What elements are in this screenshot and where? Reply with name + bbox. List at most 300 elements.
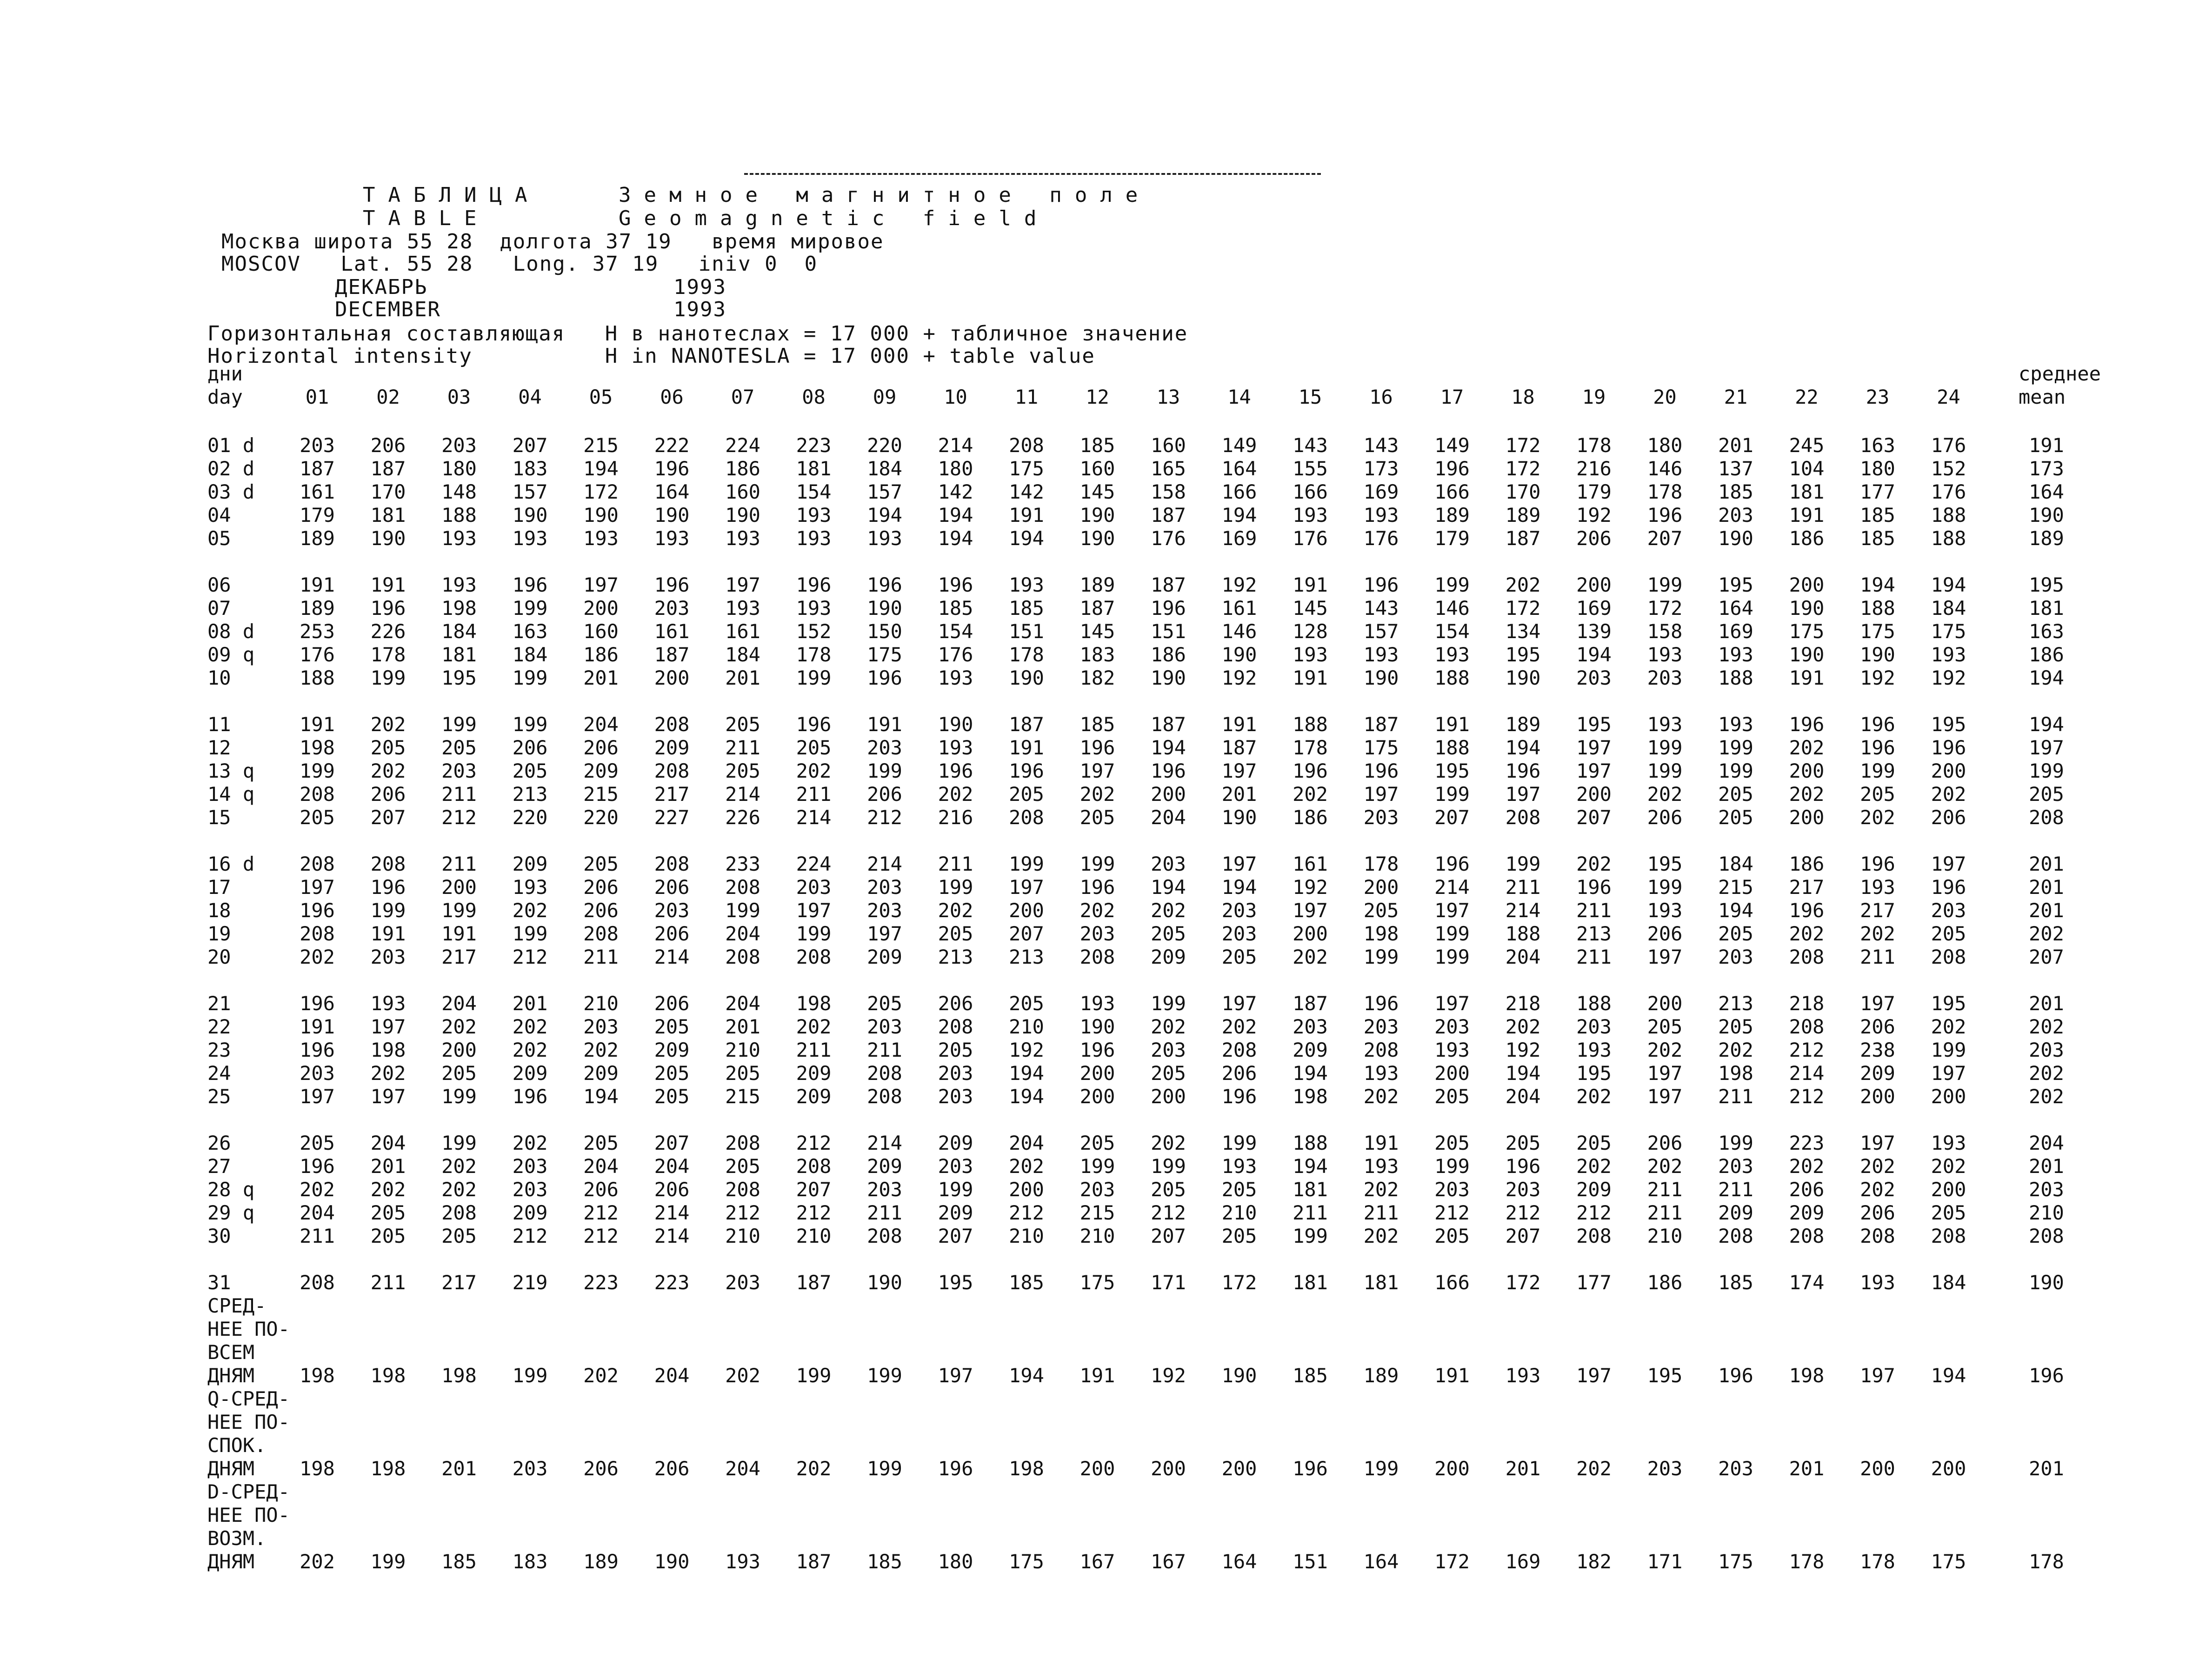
summary-value: 193 [1505,1364,1541,1387]
summary-value: 198 [370,1364,406,1387]
hourly-value: 202 [512,1132,548,1154]
hour-header: 05 [589,386,613,408]
hourly-value: 200 [1576,573,1612,596]
hourly-value: 172 [1505,457,1541,480]
day-label: 23 [207,1039,231,1061]
hourly-value: 200 [1789,573,1825,596]
day-label: 10 [207,666,231,689]
hour-header: 17 [1440,386,1464,408]
hourly-value: 178 [1363,853,1399,875]
day-label: 04 [207,504,231,526]
summary-label: D-СРЕД- [207,1480,290,1503]
hourly-value: 200 [1789,760,1825,782]
summary-value: 185 [441,1550,477,1573]
component-ru: Горизонтальная составляющая H в нанотеслах = 17 000 + табличное значение [207,322,1188,346]
hourly-value: 181 [1363,1271,1399,1294]
hourly-value: 199 [1079,853,1115,875]
hourly-value: 196 [1576,876,1612,899]
hourly-value: 203 [654,597,690,620]
hourly-value: 195 [938,1271,973,1294]
daily-mean: 205 [2029,783,2064,806]
daily-mean: 164 [2029,480,2064,503]
hourly-value: 208 [370,853,406,875]
hourly-value: 207 [1151,1225,1186,1247]
hourly-value: 155 [1293,457,1328,480]
hourly-value: 203 [1221,899,1257,922]
hourly-value: 194 [1718,899,1753,922]
hourly-value: 205 [1576,1132,1612,1154]
hourly-value: 205 [1434,1132,1470,1154]
hourly-value: 188 [1576,992,1612,1015]
hourly-value: 208 [725,946,760,968]
summary-value: 203 [1647,1457,1683,1480]
hourly-value: 182 [1079,666,1115,689]
summary-value: 199 [1363,1457,1399,1480]
hourly-value: 172 [1505,597,1541,620]
hourly-value: 196 [1151,760,1186,782]
hourly-value: 205 [1931,1201,1966,1224]
title-ru-text: Земное магнитное поле [619,183,1151,207]
hourly-value: 199 [1151,992,1186,1015]
daily-mean: 181 [2029,597,2064,620]
hourly-value: 211 [938,853,973,875]
hourly-value: 191 [1789,666,1825,689]
hourly-value: 211 [796,1039,832,1061]
hourly-value: 199 [441,899,477,922]
hourly-value: 203 [867,1015,902,1038]
hourly-value: 188 [1718,666,1753,689]
hourly-value: 196 [512,573,548,596]
hourly-value: 202 [512,899,548,922]
hourly-value: 160 [1079,457,1115,480]
hourly-value: 187 [654,643,690,666]
hourly-value: 208 [1789,1225,1825,1247]
hourly-value: 188 [1860,597,1895,620]
hourly-value: 207 [1505,1225,1541,1247]
day-label: 15 [207,806,231,829]
hourly-value: 192 [1221,573,1257,596]
hourly-value: 203 [1221,922,1257,945]
hourly-value: 220 [867,434,902,457]
hourly-value: 211 [1718,1178,1753,1201]
hourly-value: 194 [938,527,973,550]
hourly-value: 212 [583,1201,619,1224]
hourly-value: 205 [1151,1062,1186,1085]
hourly-value: 187 [1151,504,1186,526]
hourly-value: 196 [1363,573,1399,596]
hourly-value: 210 [583,992,619,1015]
hourly-value: 186 [1151,643,1186,666]
hourly-value: 185 [1009,597,1044,620]
hourly-value: 172 [1505,434,1541,457]
hourly-value: 204 [583,1155,619,1178]
hourly-value: 191 [1009,736,1044,759]
hourly-value: 164 [1221,457,1257,480]
day-label: 21 [207,992,231,1015]
hourly-value: 211 [1363,1201,1399,1224]
summary-value: 197 [938,1364,973,1387]
hourly-value: 176 [300,643,335,666]
hourly-value: 200 [654,666,690,689]
hourly-value: 184 [512,643,548,666]
summary-value: 198 [1789,1364,1825,1387]
hourly-value: 205 [441,1225,477,1247]
hourly-value: 203 [654,899,690,922]
hourly-value: 217 [441,946,477,968]
month-en: DECEMBER [335,298,441,321]
hourly-value: 214 [938,434,973,457]
hourly-value: 196 [867,666,902,689]
hourly-value: 192 [1505,1039,1541,1061]
hourly-value: 215 [583,434,619,457]
hourly-value: 196 [300,992,335,1015]
mean-header-ru: среднее [2019,362,2101,385]
day-label: 26 [207,1132,231,1154]
hourly-value: 196 [300,899,335,922]
hourly-value: 202 [1860,806,1895,829]
hourly-value: 202 [796,1015,832,1038]
hourly-value: 206 [1931,806,1966,829]
hourly-value: 196 [370,876,406,899]
daily-mean: 190 [2029,1271,2064,1294]
day-label: 31 [207,1271,231,1294]
hourly-value: 212 [725,1201,760,1224]
hourly-value: 199 [1718,760,1753,782]
hourly-value: 205 [1221,1178,1257,1201]
hourly-value: 203 [1576,666,1612,689]
hourly-value: 206 [583,736,619,759]
hourly-value: 209 [1151,946,1186,968]
hourly-value: 186 [1789,527,1825,550]
hourly-value: 161 [654,620,690,643]
hourly-value: 202 [1576,853,1612,875]
hourly-value: 197 [1505,783,1541,806]
hourly-value: 193 [796,527,832,550]
summary-value: 178 [1860,1550,1895,1573]
daily-mean: 203 [2029,1178,2064,1201]
hourly-value: 181 [1293,1271,1328,1294]
summary-value: 201 [1789,1457,1825,1480]
hourly-value: 199 [512,597,548,620]
hourly-value: 199 [938,1178,973,1201]
hour-header: 01 [305,386,329,408]
hourly-value: 206 [1860,1201,1895,1224]
hourly-value: 188 [1293,713,1328,736]
hourly-value: 202 [300,946,335,968]
hourly-value: 205 [1718,806,1753,829]
hourly-value: 193 [441,527,477,550]
daily-mean: 201 [2029,1155,2064,1178]
hourly-value: 166 [1434,1271,1470,1294]
hourly-value: 195 [441,666,477,689]
hourly-value: 193 [1221,1155,1257,1178]
summary-label: ДНЯМ [207,1364,255,1387]
hourly-value: 190 [1151,666,1186,689]
hourly-value: 208 [1079,946,1115,968]
hourly-value: 190 [1363,666,1399,689]
hourly-value: 187 [300,457,335,480]
summary-label: Q-СРЕД- [207,1387,290,1410]
hourly-value: 203 [441,434,477,457]
hourly-value: 193 [1860,876,1895,899]
summary-value: 195 [1647,1364,1683,1387]
summary-value: 182 [1576,1550,1612,1573]
hourly-value: 152 [796,620,832,643]
hourly-value: 203 [867,899,902,922]
hourly-value: 205 [725,1062,760,1085]
hourly-value: 209 [867,1155,902,1178]
hourly-value: 196 [1860,853,1895,875]
hourly-value: 178 [1576,434,1612,457]
hourly-value: 190 [512,504,548,526]
hour-header: 09 [873,386,897,408]
hourly-value: 197 [300,1085,335,1108]
hourly-value: 212 [1009,1201,1044,1224]
hourly-value: 204 [441,992,477,1015]
hourly-value: 149 [1221,434,1257,457]
hourly-value: 193 [1647,643,1683,666]
hourly-value: 199 [1931,1039,1966,1061]
hourly-value: 199 [370,899,406,922]
hourly-value: 206 [1221,1062,1257,1085]
hour-header: 04 [518,386,542,408]
hourly-value: 209 [1293,1039,1328,1061]
hourly-value: 176 [1293,527,1328,550]
hourly-value: 181 [441,643,477,666]
hourly-value: 169 [1363,480,1399,503]
hourly-value: 190 [1789,597,1825,620]
hourly-value: 193 [370,992,406,1015]
hourly-value: 203 [370,946,406,968]
hourly-value: 188 [1293,1132,1328,1154]
hourly-value: 201 [725,666,760,689]
hourly-value: 179 [1576,480,1612,503]
summary-value: 199 [867,1364,902,1387]
summary-value: 199 [796,1364,832,1387]
hourly-value: 202 [1647,1039,1683,1061]
hourly-value: 191 [1221,713,1257,736]
hourly-value: 186 [1647,1271,1683,1294]
summary-value: 203 [1718,1457,1753,1480]
hourly-value: 172 [1221,1271,1257,1294]
hourly-value: 175 [1789,620,1825,643]
hourly-value: 207 [1647,527,1683,550]
hourly-value: 219 [512,1271,548,1294]
hourly-value: 192 [1293,876,1328,899]
hourly-value: 163 [1860,434,1895,457]
hourly-value: 206 [1647,922,1683,945]
hourly-value: 209 [796,1085,832,1108]
hourly-value: 195 [1434,760,1470,782]
hourly-value: 180 [938,457,973,480]
hourly-value: 207 [654,1132,690,1154]
hourly-value: 205 [370,1225,406,1247]
hourly-value: 193 [1931,643,1966,666]
hourly-value: 188 [1931,527,1966,550]
hourly-value: 204 [1009,1132,1044,1154]
hourly-value: 202 [300,1178,335,1201]
hourly-value: 210 [725,1039,760,1061]
hourly-value: 212 [512,946,548,968]
hourly-value: 193 [1718,643,1753,666]
hourly-value: 199 [725,899,760,922]
day-label: 03 d [207,480,255,503]
hourly-value: 205 [1221,1225,1257,1247]
day-header-ru: дни [207,362,243,385]
hourly-value: 208 [1860,1225,1895,1247]
hourly-value: 203 [1151,1039,1186,1061]
hourly-value: 193 [1079,992,1115,1015]
summary-value: 185 [1293,1364,1328,1387]
hourly-value: 194 [1860,573,1895,596]
hourly-value: 196 [1363,992,1399,1015]
daily-mean: 189 [2029,527,2064,550]
hourly-value: 206 [583,876,619,899]
hourly-value: 193 [1434,643,1470,666]
hourly-value: 198 [1293,1085,1328,1108]
hourly-value: 212 [1434,1201,1470,1224]
hourly-value: 213 [512,783,548,806]
hourly-value: 196 [1789,713,1825,736]
hourly-value: 193 [1576,1039,1612,1061]
hourly-value: 223 [796,434,832,457]
hourly-value: 193 [1647,899,1683,922]
hourly-value: 200 [583,597,619,620]
summary-value: 191 [1434,1364,1470,1387]
hourly-value: 197 [1434,899,1470,922]
hourly-value: 196 [796,573,832,596]
summary-value: 206 [654,1457,690,1480]
hourly-value: 193 [867,527,902,550]
title-en-text: Geomagnetic field [619,207,1050,230]
hourly-value: 190 [1860,643,1895,666]
hourly-value: 201 [583,666,619,689]
hourly-value: 213 [1576,922,1612,945]
hourly-value: 199 [1647,573,1683,596]
hourly-value: 189 [300,527,335,550]
hourly-value: 202 [1789,1155,1825,1178]
hourly-value: 223 [654,1271,690,1294]
summary-mean: 196 [2029,1364,2064,1387]
hourly-value: 180 [1647,434,1683,457]
hourly-value: 200 [1576,783,1612,806]
hourly-value: 191 [370,922,406,945]
hourly-value: 191 [300,713,335,736]
hourly-value: 197 [1647,1062,1683,1085]
hourly-value: 211 [370,1271,406,1294]
hourly-value: 193 [796,597,832,620]
daily-mean: 197 [2029,736,2064,759]
hourly-value: 209 [1789,1201,1825,1224]
hourly-value: 206 [654,992,690,1015]
hourly-value: 184 [441,620,477,643]
hourly-value: 146 [1647,457,1683,480]
summary-label: ДНЯМ [207,1457,255,1480]
hourly-value: 202 [1221,1015,1257,1038]
hourly-value: 193 [1363,643,1399,666]
hourly-value: 223 [583,1271,619,1294]
hourly-value: 203 [938,1062,973,1085]
hourly-value: 208 [1789,946,1825,968]
hourly-value: 196 [1647,504,1683,526]
day-label: 18 [207,899,231,922]
hourly-value: 191 [300,573,335,596]
hourly-value: 214 [1789,1062,1825,1085]
hourly-value: 197 [1293,899,1328,922]
summary-value: 169 [1505,1550,1541,1573]
hourly-value: 148 [441,480,477,503]
hourly-value: 202 [370,760,406,782]
hourly-value: 184 [725,643,760,666]
summary-label: НЕЕ ПО- [207,1411,290,1433]
hourly-value: 208 [796,946,832,968]
hourly-value: 224 [725,434,760,457]
hourly-value: 145 [1079,620,1115,643]
hourly-value: 191 [441,922,477,945]
hour-header: 14 [1227,386,1251,408]
summary-value: 167 [1079,1550,1115,1573]
hourly-value: 154 [938,620,973,643]
hourly-value: 202 [370,1062,406,1085]
summary-value: 196 [938,1457,973,1480]
hourly-value: 197 [370,1015,406,1038]
hourly-value: 104 [1789,457,1825,480]
hourly-value: 184 [1718,853,1753,875]
summary-value: 198 [370,1457,406,1480]
hourly-value: 197 [370,1085,406,1108]
daily-mean: 202 [2029,1062,2064,1085]
hourly-value: 203 [512,1178,548,1201]
hourly-value: 185 [1718,1271,1753,1294]
hourly-value: 190 [1789,643,1825,666]
hourly-value: 211 [1860,946,1895,968]
hourly-value: 190 [725,504,760,526]
hourly-value: 205 [583,1132,619,1154]
summary-value: 196 [1718,1364,1753,1387]
daily-mean: 208 [2029,806,2064,829]
hourly-value: 202 [370,1178,406,1201]
day-label: 17 [207,876,231,899]
hourly-value: 188 [441,504,477,526]
hourly-value: 212 [867,806,902,829]
hourly-value: 197 [300,876,335,899]
hourly-value: 202 [1151,899,1186,922]
hourly-value: 164 [654,480,690,503]
hourly-value: 199 [1647,736,1683,759]
hourly-value: 194 [938,504,973,526]
hourly-value: 200 [1931,1085,1966,1108]
hourly-value: 193 [1293,504,1328,526]
daily-mean: 186 [2029,643,2064,666]
hourly-value: 191 [1789,504,1825,526]
hourly-value: 179 [300,504,335,526]
hourly-value: 191 [1363,1132,1399,1154]
summary-value: 183 [512,1550,548,1573]
hourly-value: 170 [1505,480,1541,503]
hourly-value: 216 [938,806,973,829]
summary-value: 190 [654,1550,690,1573]
hourly-value: 185 [938,597,973,620]
hourly-value: 145 [1079,480,1115,503]
hourly-value: 197 [1931,853,1966,875]
summary-label: СРЕД- [207,1294,267,1317]
hourly-value: 192 [1931,666,1966,689]
hourly-value: 189 [1434,504,1470,526]
hourly-value: 176 [1363,527,1399,550]
hourly-value: 190 [1221,643,1257,666]
hourly-value: 193 [512,527,548,550]
hourly-value: 190 [1221,806,1257,829]
